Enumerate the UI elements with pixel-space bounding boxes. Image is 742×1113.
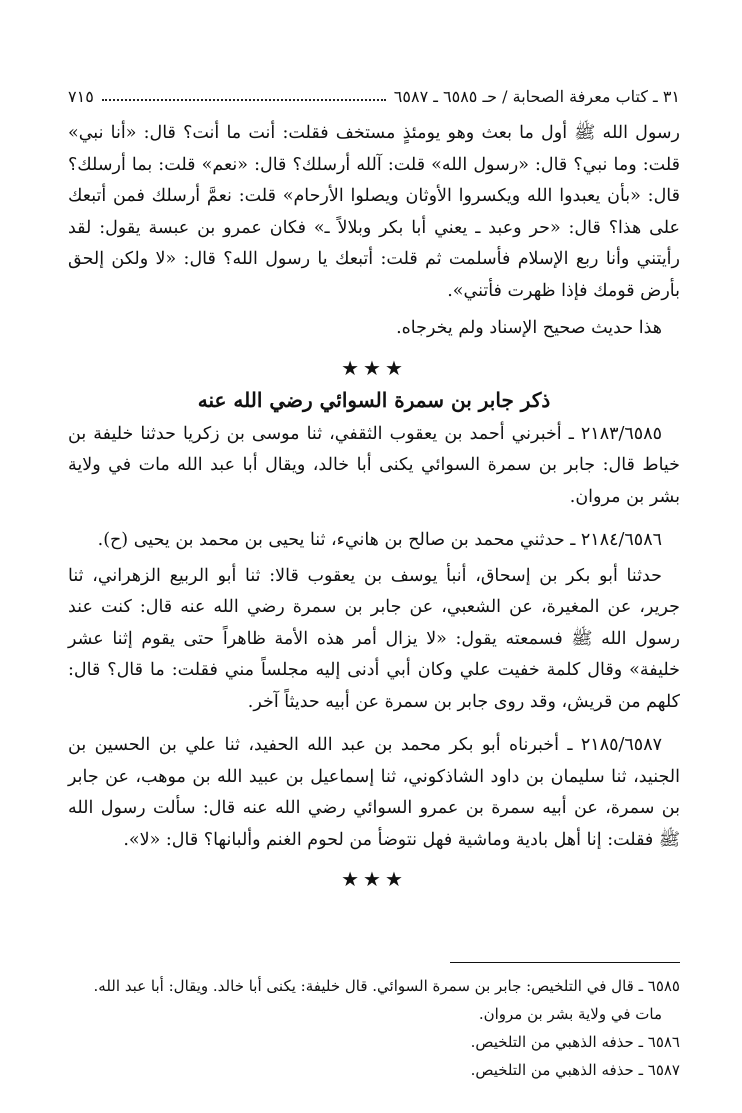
text-line: قال: «بأن يعبدوا الله ويكسروا الأوثان ويصلوا الأرحام» قلت: نعمَّ أرسلك فمن أتبعك — [68, 186, 680, 206]
text-line: بأرض قومك فإذا ظهرت فأتني». — [447, 280, 680, 301]
text-line: الحسين بن الجنيد، ثنا سليمان بن داود الشاذكوني، ثنا إسماعيل بن عبيد الله بن — [68, 735, 680, 787]
text-line: ٢١٨٥/٦٥٨٧ ـ أخبرناه أبو بكر محمد بن عبد الله الحفيد، ثنا علي بن — [158, 735, 662, 755]
paragraph-authentication-note: هذا حديث صحيح الإسناد ولم يخرجاه. — [396, 318, 662, 338]
text-line: على هذا؟ قال: «حر وعبد ـ يعني أبا بكر وبلالاً ـ» فكان عمرو بن عبسة يقول: لقد — [68, 217, 680, 238]
section-divider-stars: ★★★ — [341, 355, 407, 380]
text-line: خياط قال: جابر بن سمرة السوائي يكنى أبا خالد، ويقال أبا عبد الله مات في ولاية بشر بن — [68, 455, 680, 507]
paragraph-hadith-6585 — [68, 419, 680, 514]
paragraph-hadith-6586-chain — [68, 561, 680, 719]
text-line: وقال كلمة خفيت علي وكان أبي أدنى إليه مجلساً مني فقلت: ما قال؟ قال: كلهم من قريش، — [68, 660, 680, 712]
running-title: ٣١ ـ كتاب معرفة الصحابة / حـ ٦٥٨٥ ـ ٦٥٨٧ — [393, 87, 680, 106]
text-line: موهب، عن جابر بن سمرة، عن أبيه سمرة بن عمرو السوائي رضي الله عنه قال: سألت — [68, 766, 680, 818]
text-line: قلت: وما نبي؟ قال: «رسول الله» قلت: آلله أرسلك؟ قال: «نعم» قلت: بما أرسلك؟ — [68, 154, 680, 175]
paragraph-hadith-continuation — [68, 118, 680, 307]
paragraph-hadith-6586 — [68, 525, 680, 557]
end-divider-stars: ★★★ — [341, 867, 407, 891]
text-line: رسول الله ﷺ فقلت: إنا أهل بادية وماشية فهل نتوضأ من لحوم الغنم وألبانها؟ قال: — [68, 798, 680, 850]
section-title: ذكر جابر بن سمرة السوائي رضي الله عنه — [197, 387, 551, 412]
page-number: ٧١٥ — [68, 87, 94, 106]
text-line: ثنا جرير، عن المغيرة، عن الشعبي، عن جابر بن سمرة رضي الله عنه قال: كنت عند — [68, 565, 680, 617]
header-dot-leader — [102, 98, 386, 101]
text-line: يحيى (ح). — [97, 530, 170, 550]
text-line: حدثنا أبو بكر بن إسحاق، أنبأ يوسف بن يعقوب قالا: ثنا أبو الربيع الزهراني، — [92, 565, 662, 586]
text-line: «لا». — [123, 829, 161, 850]
text-line: ٢١٨٣/٦٥٨٥ ـ أخبرني أحمد بن يعقوب الثقفي، ثنا موسى بن زكريا حدثنا خليفة بن — [68, 423, 662, 444]
footnote-6587: ٦٥٨٧ ـ حذفه الذهبي من التلخيص. — [470, 1061, 680, 1079]
text-line: رسول الله ﷺ فسمعته يقول: «لا يزال أمر هذه الأمة ظاهراً حتى يقوم إثنا عشر خليفة» — [68, 628, 680, 680]
footnote-separator — [450, 962, 680, 963]
text-line: رسول الله ﷺ أول ما بعث وهو يومئذٍ مستخف فقلت: أنت ما أنت؟ قال: «أنا نبي» — [68, 123, 680, 143]
text-line: رأيتني وأنا ربع الإسلام فأسلمت ثم قلت: أتبعك يا رسول الله؟ قال: «لا ولكن إلحق — [68, 249, 680, 269]
running-header — [68, 80, 680, 106]
text-line: ٢١٨٤/٦٥٨٦ ـ حدثني محمد بن صالح بن هانيء، ثنا يحيى بن محمد بن — [175, 530, 662, 550]
footnote-6585-continuation: مات في ولاية بشر بن مروان. — [478, 1005, 662, 1023]
footnote-6586: ٦٥٨٦ ـ حذفه الذهبي من التلخيص. — [470, 1033, 680, 1051]
footnotes — [68, 962, 680, 1084]
text-line: مروان. — [569, 486, 621, 507]
paragraph-hadith-6587 — [68, 730, 680, 856]
text-line: وقد روى جابر بن سمرة عن أبيه حديثاً آخر. — [247, 691, 556, 712]
main-text — [68, 118, 680, 894]
footnote-6585: ٦٥٨٥ ـ قال في التلخيص: جابر بن سمرة السوائي. قال خليفة: يكنى أبا خالد. ويقال: أبا عبد الله. — [93, 977, 680, 995]
